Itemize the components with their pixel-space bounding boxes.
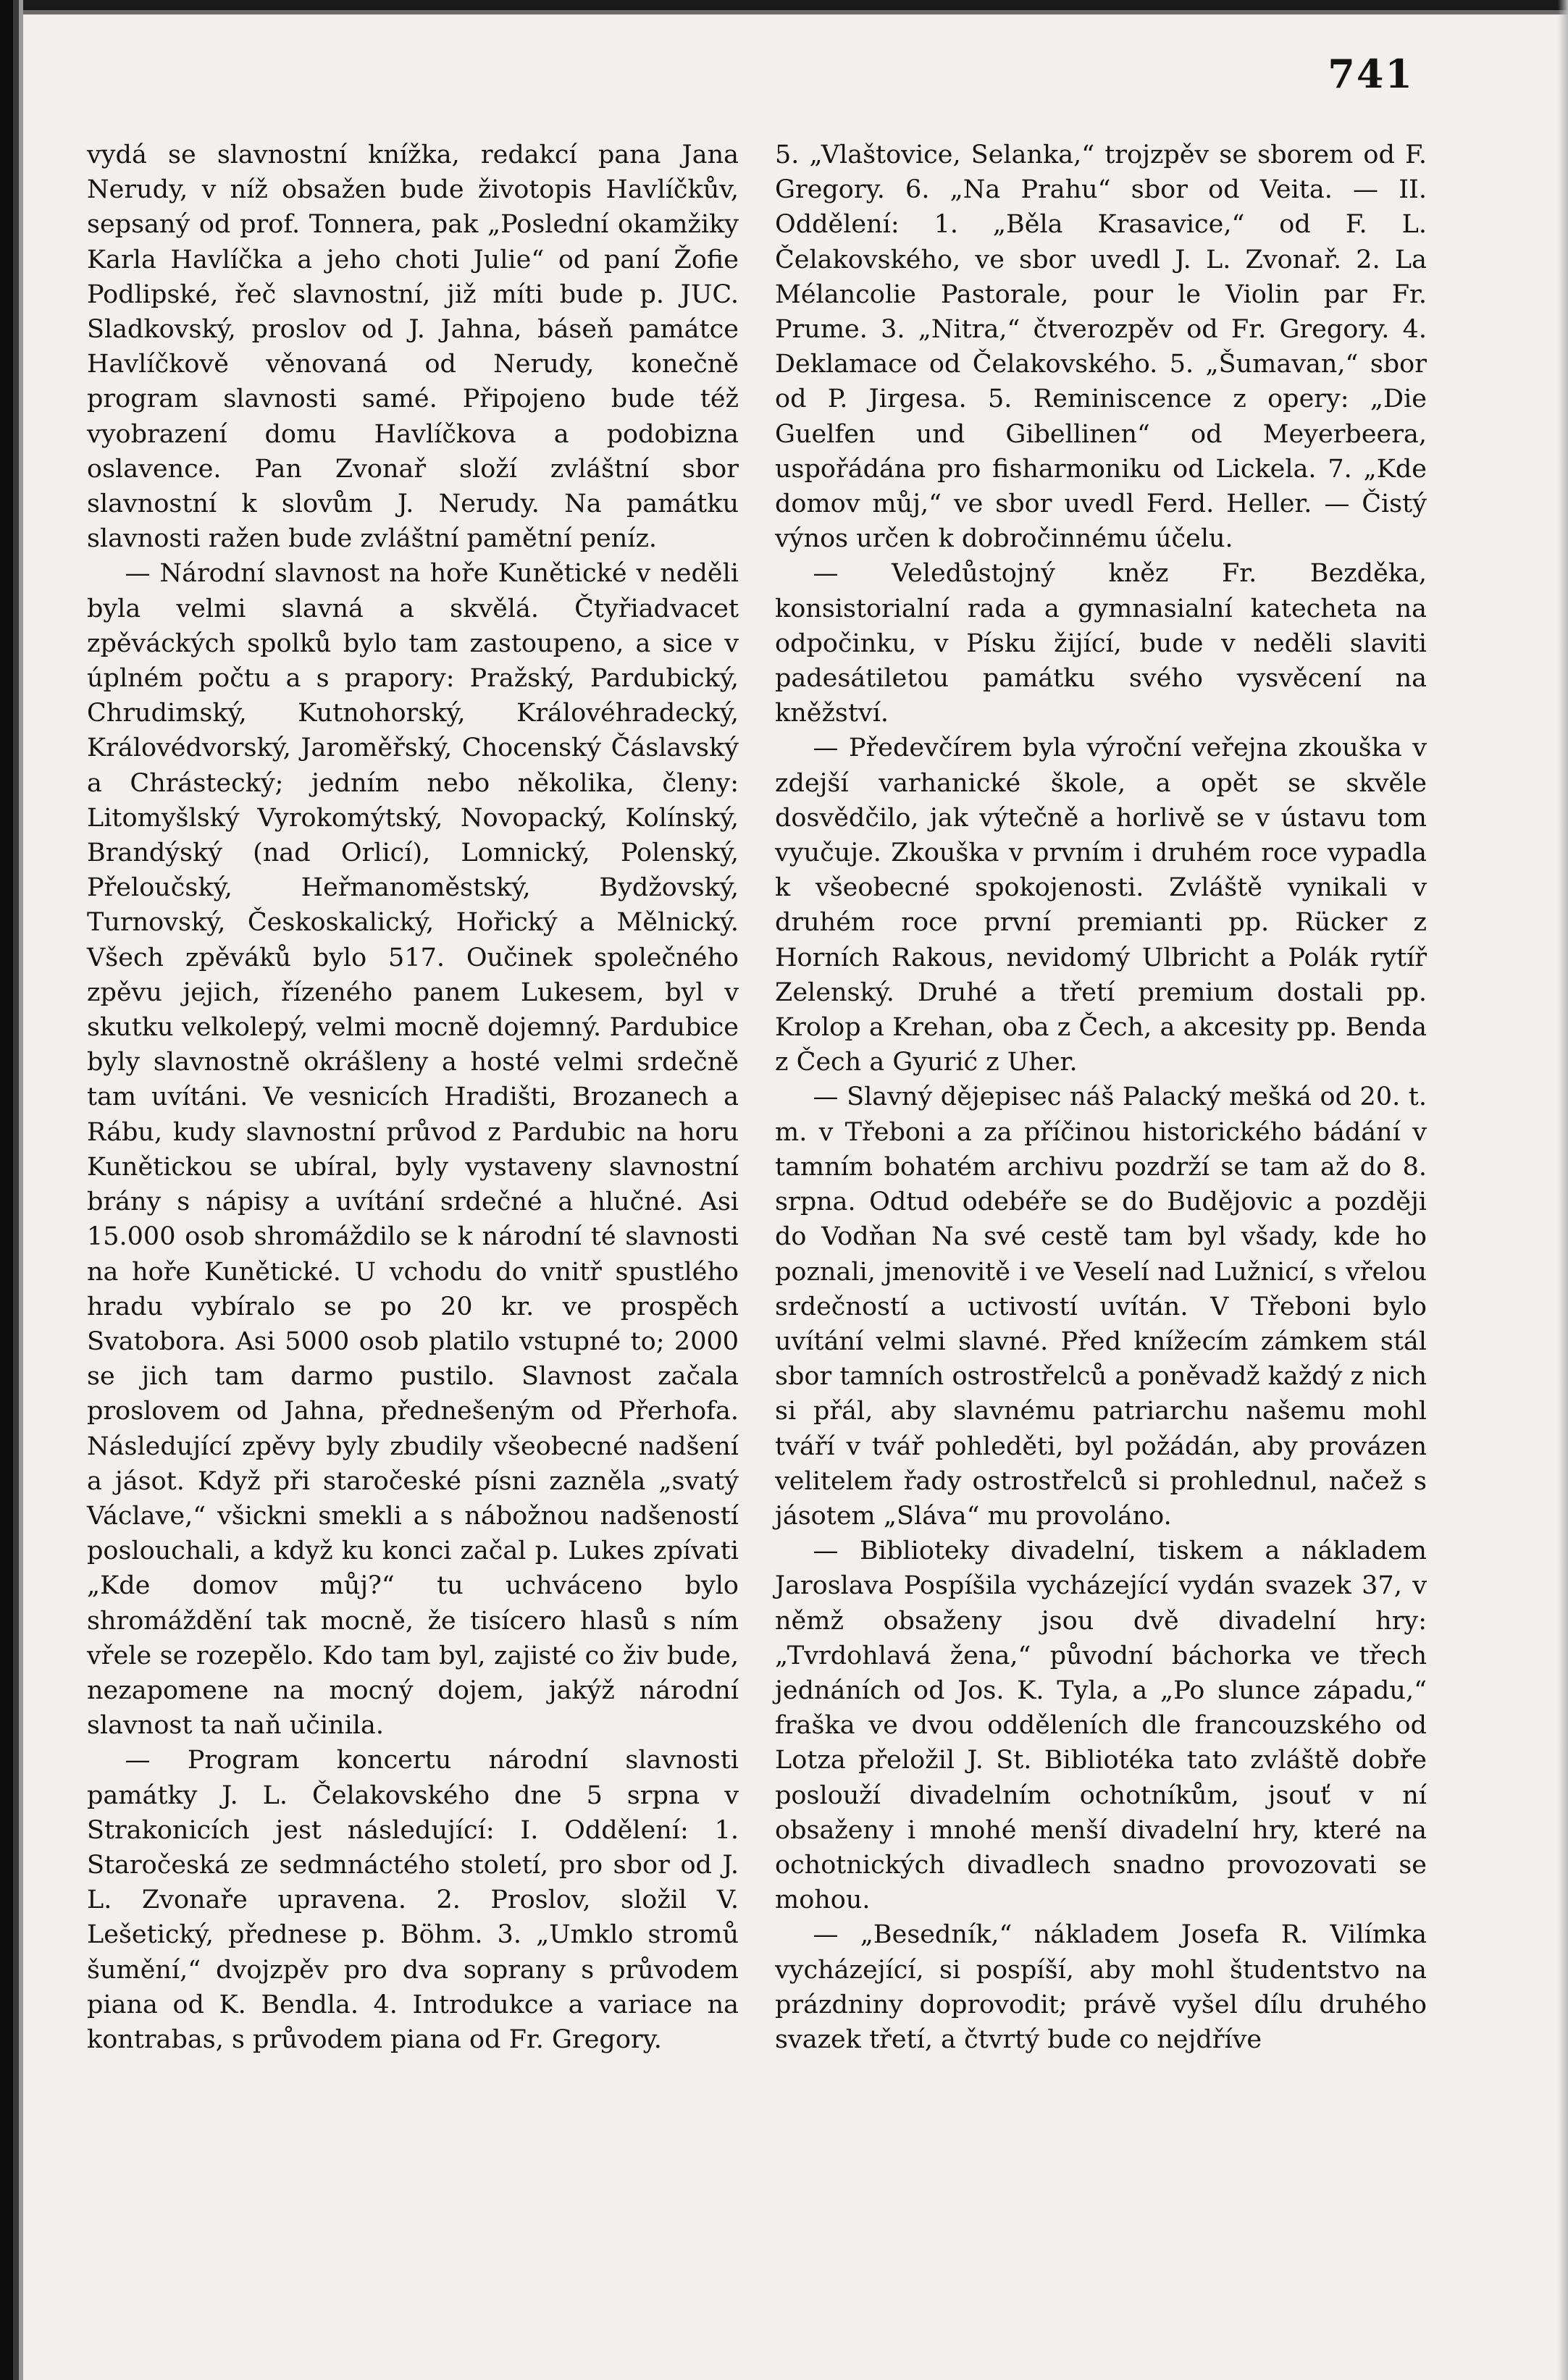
paragraph: — „Besedník,“ nákladem Josefa R. Vilímka vycházející, si pospíší, aby mohl študentstvo na prázdniny doprovodit; právě vyšel dílu druhého svazek třetí, a čtvrtý bude co nejdříve: [775, 1920, 1427, 2054]
scan-binding-edge: [0, 0, 30, 2380]
paragraph: — Předevčírem byla výroční veřejna zkouška v zdejší varhanické škole, a opět se skvěle dosvědčilo, jak výtečně a horlivě se v ústavu tom vyučuje. Zkouška v prvním i druhém roce vypadla k všeobecné spokojenosti. Zvláště vynikali v druhém roce první premianti pp. Rücker z Horních Rakous, nevidomý Ulbricht a Polák rytíř Zelenský. Druhé a třetí premium dostali pp. Krolop a Krehan, oba z Čech, a akcesity pp. Benda z Čech a Gyurić z Uher.: [775, 733, 1427, 1077]
paragraph: — Národní slavnost na hoře Kunětické v neděli byla velmi slavná a skvělá. Čtyřiadvacet zpěváckých spolků bylo tam zastoupeno, a sice v úplném počtu a s prapory: Pražský, Pardubický, Chrudimský, Kutnohorský, Královéhradecký, Královédvorský, Jaroměřský, Chocenský Čáslavský a Chrástecký; jedním nebo několika, členy: Litomyšlský Vyrokomýtský, Novopacký, Kolínský, Brandýský (nad Orlicí), Lomnický, Polenský, Přeloučský, Heřmanoměstský, Bydžovský, Turnovský, Českoskalický, Hořický a Mělnický. Všech zpěváků bylo 517. Oučinek společného zpěvu jejich, řízeného panem Lukesem, byl v skutku velkolepý, velmi mocně dojemný. Pardubice byly slavnostně okrášleny a hosté velmi srdečně tam uvítáni. Ve vesnicích Hradišti, Brozanech a Rábu, kudy slavnostní průvod z Pardubic na horu Kunětickou se ubíral, byly vystaveny slavnostní brány s nápisy a uvítání srdečné a hlučné. Asi 15.000 osob shromáždilo se k národní té slavnosti na hoře Kunětické. U vchodu do vnitř spustlého hradu vybíralo se po 20 kr. ve prospěch Svatobora. Asi 5000 osob platilo vstupné to; 2000 se jich tam darmo pustilo. Slavnost začala proslovem od Jahna, přednešeným od Přerhofa. Následující zpěvy byly zbudily všeobecné nadšení a jásot. Když při staročeské písni zazněla „svatý Václave,“ všickni smekli a s nábožnou nadšeností poslouchali, a když ku konci začal p. Lukes zpívati „Kde domov můj?“ tu uchváceno bylo shromáždění tak mocně, že tisícero hlasů s ním vřele se rozepělo. Kdo tam byl, zajisté co živ bude, nezapomene na mocný dojem, jakýž národní slavnost ta naň učinila.: [87, 559, 739, 1741]
paragraph: — Veledůstojný kněz Fr. Bezděka, konsistorialní rada a gymnasialní katecheta na odpočinku, v Písku žijící, bude v neděli slaviti padesátiletou památku svého vysvěcení na kněžství.: [775, 559, 1427, 728]
paragraph: — Program koncertu národní slavnosti památky J. L. Čelakovského dne 5 srpna v Strakonicích jest následující: I. Oddělení: 1. Staročeská ze sedmnáctého století, pro sbor od J. L. Zvonaře upravena. 2. Proslov, složil V. Lešetický, přednese p. Böhm. 3. „Umklo stromů šumění,“ dvojzpěv pro dva soprany s průvodem piana od K. Bendla. 4. Introdukce a variace na kontrabas, s průvodem piana od Fr. Gregory.: [87, 1746, 739, 2054]
page-number: 741: [1328, 51, 1414, 97]
paragraph: 5. „Vlaštovice, Selanka,“ trojzpěv se sborem od F. Gregory. 6. „Na Prahu“ sbor od Veita. — II. Oddělení: 1. „Běla Krasavice,“ od F. L. Čelakovského, ve sbor uvedl J. L. Zvonař. 2. La Mélancolie Pastorale, pour le Violin par Fr. Prume. 3. „Nitra,“ čtverozpěv od Fr. Gregory. 4. Deklamace od Čelakovského. 5. „Šumavan,“ sbor od P. Jirgesa. 5. Reminiscence z opery: „Die Guelfen und Gibellinen“ od Meyerbeera, uspořádána pro fisharmoniku od Lickela. 7. „Kde domov můj,“ ve sbor uvedl Ferd. Heller. — Čistý výnos určen k dobročinnému účelu.: [775, 140, 1427, 554]
scan-right-edge: [1558, 0, 1568, 2380]
paragraph: — Biblioteky divadelní, tiskem a nákladem Jaroslava Pospíšila vycházející vydán svazek 37, v němž obsaženy jsou dvě divadelní hry: „Tvrdohlavá žena,“ původní báchorka ve třech jednáních od Jos. K. Tyla, a „Po slunce západu,“ fraška ve dvou odděleních dle francouzského od Lotza přeložil J. St. Bibliotéka tato zvláště dobře poslouží divadelním ochotníkům, jsouť v ní obsaženy i mnohé menší divadelní hry, které na ochotnických divadlech snadno provozovati se mohou.: [775, 1536, 1427, 1915]
left-column: [87, 138, 739, 2057]
scan-top-edge: [0, 0, 1568, 26]
paragraph: vydá se slavnostní knížka, redakcí pana Jana Nerudy, v níž obsažen bude životopis Havlíčkův, sepsaný od prof. Tonnera, pak „Poslední okamžiky Karla Havlíčka a jeho choti Julie“ od paní Žofie Podlipské, řeč slavnostní, již míti bude p. JUC. Sladkovský, proslov od J. Jahna, báseň památce Havlíčkově věnovaná od Nerudy, konečně program slavnosti samé. Připojeno bude též vyobrazení domu Havlíčkova a podobizna oslavence. Pan Zvonař složí zvláštní sbor slavnostní k slovům J. Nerudy. Na památku slavnosti ražen bude zvláštní pamětní peníz.: [87, 140, 739, 554]
paragraph: — Slavný dějepisec náš Palacký mešká od 20. t. m. v Třeboni a za příčinou historického bádání v tamním bohatém archivu pozdrží se tam až do 8. srpna. Odtud odebéře se do Budějovic a později do Vodňan Na své cestě tam byl všady, kde ho poznali, jmenovitě i ve Veselí nad Lužnicí, s vřelou srdečností a uctivostí uvítán. V Třeboni bylo uvítání velmi slavné. Před knížecím zámkem stál sbor tamních ostrostřelců a poněvadž každý z nich si přál, aby slavnému patriarchu našemu mohl tváří v tvář pohleděti, byl požádán, aby provázen velitelem řady ostrostřelců si prohlednul, načež s jásotem „Sláva“ mu provoláno.: [775, 1082, 1427, 1531]
right-column: [775, 138, 1427, 2057]
